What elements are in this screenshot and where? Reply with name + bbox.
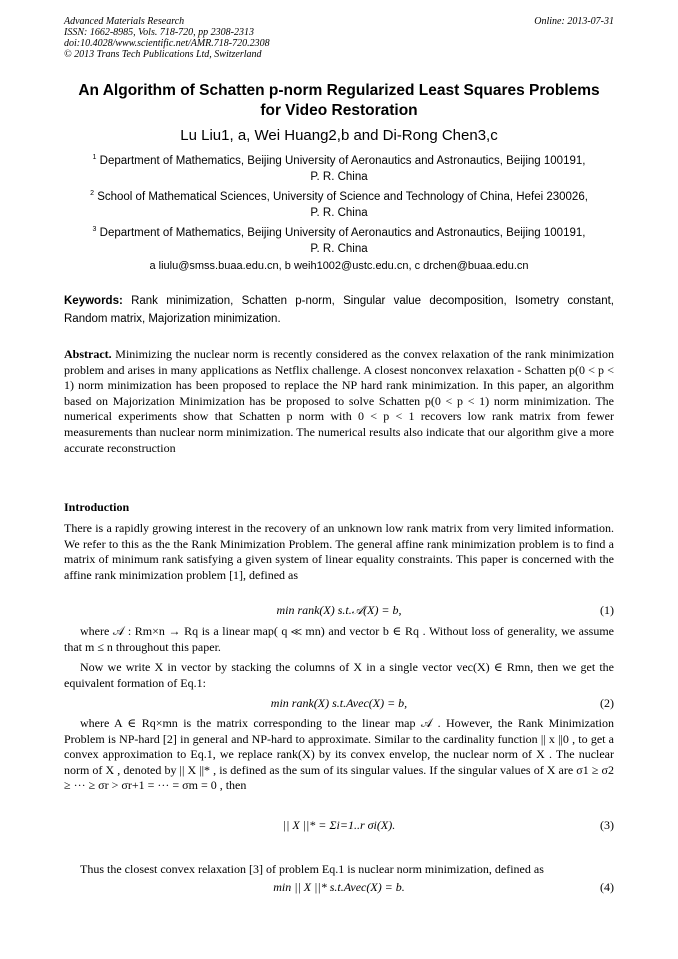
author-list: Lu Liu1, a, Wei Huang2,b and Di-Rong Chen3,c (180, 127, 498, 144)
title-line-2: for Video Restoration (260, 102, 418, 119)
affiliation-text: School of Mathematical Sciences, University of Science and Technology of China, Hefei 230026, (97, 190, 588, 203)
abstract-text: Minimizing the nuclear norm is recently considered as the convex relaxation of the rank minimization problem and arises in many applications as Netflix challenge. A closest nonconvex relaxation - Schatten p(0 < p < 1) norm minimization has been proposed to replace the NP hard rank minimization. In this paper, an algorithm based on Majorization Minimization has be proposed to solve Schatten p(0 < p < 1) norm minimization. The numerical experiments show that Schatten p norm with 0 < p < 1 recovers low rank matrix from fewer measurements than nuclear norm minimization. The numerical results also indicate that our algorithm give a more accurate reconstruction (64, 347, 615, 455)
journal-name: Advanced Materials Research (64, 16, 185, 27)
keywords-block (64, 292, 614, 328)
affiliation-country: P. R. China (310, 206, 368, 219)
intro-paragraph-1: There is a rapidly growing interest in the recovery of an unknown low rank matrix from very limited information. We refer to this as the the Rank Minimization Problem. The general affine rank minimization problem is to find a matrix of minimum rank satisfying a given system of linear equality constraints. This paper is concerned with the affine rank minimization problem [1], defined as (64, 521, 614, 582)
equation-number: (4) (600, 880, 614, 894)
affiliation-mark: 1 (92, 154, 97, 161)
equation-number: (3) (600, 818, 614, 832)
equation-body: || X ||* = Σi=1..r σi(X). (282, 818, 396, 832)
equation-3 (64, 812, 614, 844)
keywords-label: Keywords: (64, 295, 123, 307)
affiliation-3 (64, 222, 614, 257)
abstract-label: Abstract. (64, 347, 112, 361)
affiliation-2 (64, 186, 614, 221)
intro-paragraph-4: where A ∈ Rq×mn is the matrix corresponding to the linear map 𝒜 . However, the Rank Minimization Problem is NP-hard [2] in general and NP-hard to approximate. Similar to the cardinality function || x ||0 , to get a convex approximation to Eq.1, we replace rank(X) by its convex envelop, the nuclear norm of X . The nuclear norm of X , denoted by || X ||* , is defined as the sum of its singular values. If the singular values of X are σ1 ≥ σ2 ≥ ··· ≥ σr > σr+1 = ··· = σm = 0 , then (64, 716, 614, 793)
affiliation-country: P. R. China (310, 242, 368, 255)
doi-line: doi:10.4028/www.scientific.net/AMR.718-720.2308 (64, 38, 270, 49)
issn-line: ISSN: 1662-8985, Vols. 718-720, pp 2308-2313 (64, 27, 254, 38)
abstract-block (64, 347, 614, 456)
paper-title (50, 81, 628, 121)
email-list: a liulu@smss.buaa.edu.cn, b weih1002@ustc.edu.cn, c drchen@buaa.edu.cn (149, 260, 529, 272)
section-heading-introduction: Introduction (64, 500, 130, 514)
intro-paragraph-2: where 𝒜 : Rm×n → Rq is a linear map( q ≪ mn) and vector b ∈ Rq . Without loss of generality, we assume that m ≤ n throughout this paper. (64, 624, 614, 654)
intro-paragraph-5: Thus the closest convex relaxation [3] of problem Eq.1 is nuclear norm minimization, defined as (80, 862, 544, 876)
affiliation-mark: 2 (90, 190, 94, 197)
intro-paragraph-3: Now we write X in vector by stacking the columns of X in a single vector vec(X) ∈ Rmn, then we get the equivalent formation of Eq.1: (64, 660, 614, 690)
affiliation-1 (64, 150, 614, 185)
equation-body: min rank(X) s.t.Avec(X) = b, (270, 696, 408, 710)
online-date: Online: 2013-07-31 (534, 16, 614, 27)
equation-body: min rank(X) s.t.𝒜(X) = b, (276, 603, 402, 617)
copyright-line: © 2013 Trans Tech Publications Ltd, Switzerland (64, 49, 262, 60)
equation-1 (64, 603, 614, 619)
equation-body: min || X ||* s.t.Avec(X) = b. (273, 880, 405, 894)
affiliation-text: Department of Mathematics, Beijing University of Aeronautics and Astronautics, Beijing 100191, (99, 226, 586, 239)
equation-4 (64, 880, 614, 896)
equation-2 (64, 696, 614, 712)
affiliation-mark: 3 (92, 226, 97, 233)
affiliation-text: Department of Mathematics, Beijing University of Aeronautics and Astronautics, Beijing 100191, (99, 154, 586, 167)
equation-number: (2) (600, 696, 614, 710)
affiliation-country: P. R. China (310, 170, 368, 183)
equation-number: (1) (600, 603, 614, 617)
title-line-1: An Algorithm of Schatten p-norm Regularized Least Squares Problems (78, 82, 600, 99)
keywords-text: Rank minimization, Schatten p-norm, Singular value decomposition, Isometry constant, Random matrix, Majorization minimization. (64, 295, 614, 325)
